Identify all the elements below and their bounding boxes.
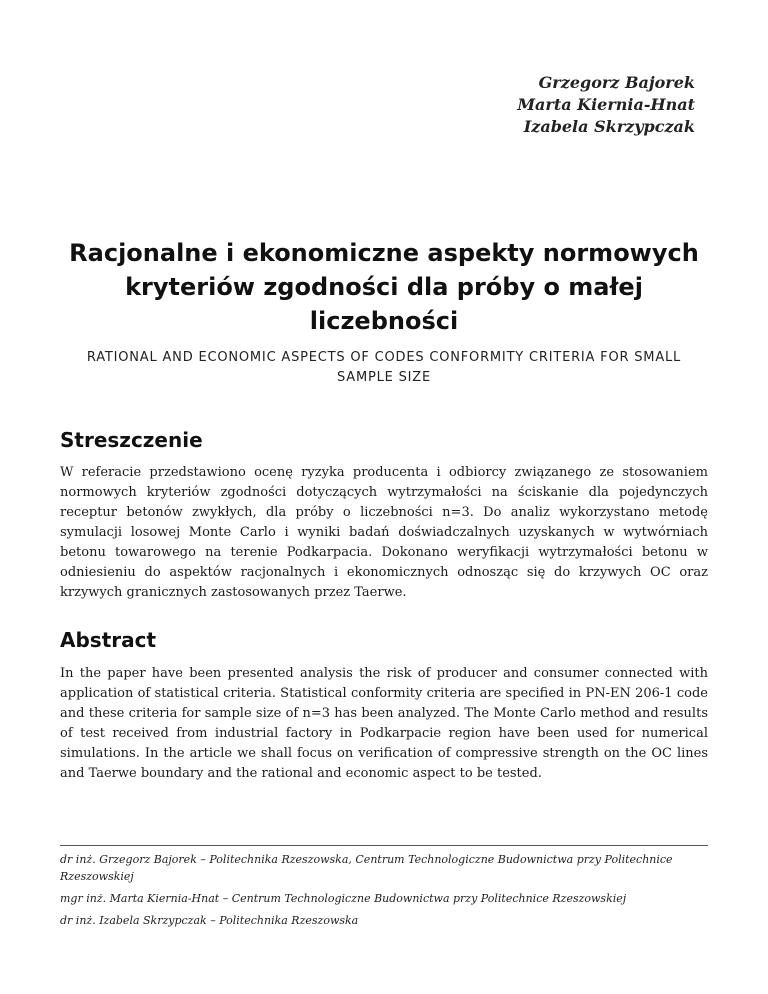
footnote: dr inż. Grzegorz Bajorek – Politechnika Rzeszowska, Centrum Technologiczne Budownictwa przy Politechnice Rzeszowskiej	[60, 853, 673, 883]
streszczenie-text: W referacie przedstawiono ocenę ryzyka producenta i odbiorcy związanego ze stosowaniem normowych kryteriów zgodności dotyczących wytrzymałości na ściskanie dla pojedynczych receptur betonów zwykłych, dla próby o liczebności n=3. Do analiz wykorzystano metodę symulacji losowej Monte Carlo i wyniki badań doświadczalnych uzyskanych w wytwórniach betonu towarowego na terenie Podkarpacia. Dokonano weryfikacji wytrzymałości betonu w odniesieniu do aspektów racjonalnych i ekonomicznych odnosząc się do krzywych OC oraz krzywych granicznych zastosowanych przez Taerwe.	[60, 465, 708, 600]
streszczenie-heading: Streszczenie	[60, 428, 203, 452]
footnotes	[60, 851, 708, 934]
footnote: dr inż. Izabela Skrzypczak – Politechnika Rzeszowska	[60, 914, 359, 927]
abstract-text: In the paper have been presented analysis the risk of producer and consumer connected with application of statistical criteria. Statistical conformity criteria are specified in PN-EN 206-1 code and these criteria for sample size of n=3 has been analyzed. The Monte Carlo method and results of test received from industrial factory in Podkarpacie region have been used for numerical simulations. In the article we shall focus on verification of compressive strength on the OC lines and Taerwe boundary and the rational and economic aspect to be tested.	[60, 666, 708, 781]
author-name: Izabela Skrzypczak	[523, 117, 695, 136]
author-name: Grzegorz Bajorek	[538, 73, 695, 92]
footnote: mgr inż. Marta Kiernia-Hnat – Centrum Technologiczne Budownictwa przy Politechnice Rzeszowskiej	[60, 892, 627, 905]
paper-subtitle-english: RATIONAL AND ECONOMIC ASPECTS OF CODES CONFORMITY CRITERIA FOR SMALL SAMPLE SIZE	[86, 350, 682, 385]
footnote-divider	[60, 845, 708, 846]
author-list	[517, 72, 695, 138]
paper-title: Racjonalne i ekonomiczne aspekty normowych kryteriów zgodności dla próby o małej liczebności	[69, 239, 699, 335]
abstract-heading: Abstract	[60, 628, 157, 652]
author-name: Marta Kiernia-Hnat	[517, 95, 695, 114]
